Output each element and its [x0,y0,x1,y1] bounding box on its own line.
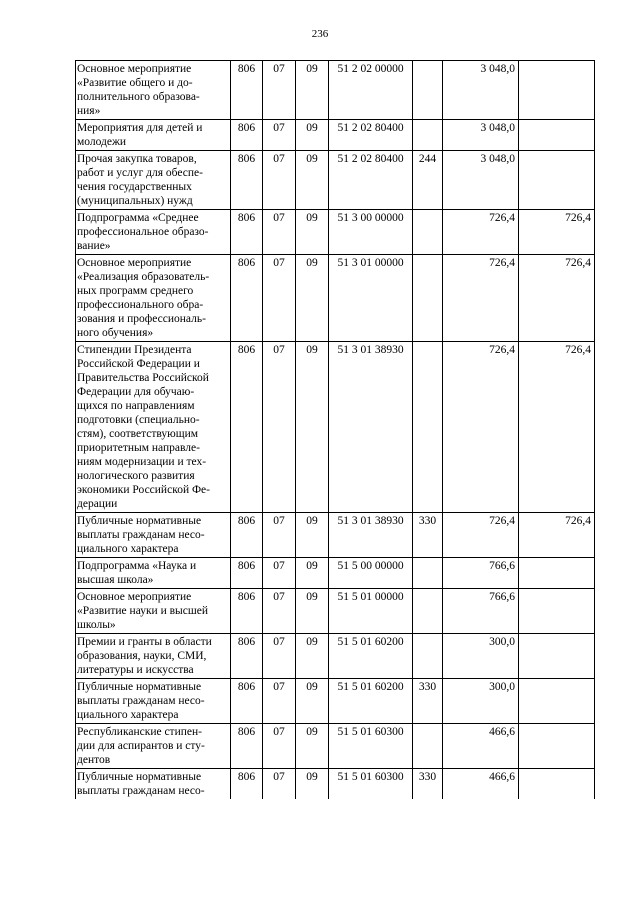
item-name-line: Публичные нормативные [77,771,202,783]
item-name-line: циального характера [77,543,179,555]
table-row [76,120,595,151]
expense-type-cell: 244 [413,151,443,210]
subsection-code-cell: 09 [296,61,329,120]
admin-code-cell: 806 [231,151,263,210]
item-name-line: литературы и искусства [77,664,194,676]
admin-code-cell: 806 [231,120,263,151]
item-name-line: нологического развития [77,470,195,482]
amount-year2-cell [519,679,595,724]
item-name-line: работ и услуг для обеспе- [77,167,203,179]
amount-year1-cell: 466,6 [443,724,519,769]
item-name-line: Мероприятия для детей и [77,122,203,134]
amount-year1-cell: 766,6 [443,589,519,634]
item-name-line: «Реализация образователь- [77,271,210,283]
item-name-line: профессионального обра- [77,299,204,311]
amount-year2-cell: 726,4 [519,255,595,342]
item-name-line: Премии и гранты в области [77,636,212,648]
admin-code-cell: 806 [231,342,263,513]
subsection-code-cell: 09 [296,342,329,513]
subsection-code-cell: 09 [296,210,329,255]
item-name-line: выплаты гражданам несо- [77,785,205,797]
item-name-line: вание» [77,240,111,252]
subsection-code-cell: 09 [296,634,329,679]
item-name-line: Публичные нормативные [77,515,202,527]
item-name-line: Подпрограмма «Среднее [77,212,199,224]
item-name-line: циального характера [77,709,179,721]
amount-year2-cell [519,634,595,679]
section-code-cell: 07 [263,513,296,558]
admin-code-cell: 806 [231,769,263,800]
item-name-cell [76,634,231,679]
section-code-cell: 07 [263,634,296,679]
table-row [76,679,595,724]
item-name-cell [76,255,231,342]
target-article-cell: 51 5 01 60300 [329,724,413,769]
amount-year1-cell: 766,6 [443,558,519,589]
section-code-cell: 07 [263,724,296,769]
target-article-cell: 51 2 02 80400 [329,151,413,210]
target-article-cell: 51 3 01 00000 [329,255,413,342]
item-name-line: выплаты гражданам несо- [77,695,205,707]
item-name-cell [76,120,231,151]
item-name-line: Федерации для обучаю- [77,386,195,398]
expense-type-cell [413,61,443,120]
amount-year2-cell: 726,4 [519,342,595,513]
item-name-line: Республиканские стипен- [77,726,202,738]
item-name-line: Стипендии Президента [77,344,192,356]
item-name-line: Российской Федерации и [77,358,200,370]
item-name-line: молодежи [77,136,127,148]
table-row [76,151,595,210]
expense-type-cell [413,342,443,513]
amount-year1-cell: 726,4 [443,342,519,513]
expense-type-cell [413,558,443,589]
target-article-cell: 51 2 02 80400 [329,120,413,151]
expense-type-cell [413,255,443,342]
target-article-cell: 51 5 01 00000 [329,589,413,634]
item-name-line: высшая школа» [77,574,154,586]
section-code-cell: 07 [263,558,296,589]
table-row [76,210,595,255]
admin-code-cell: 806 [231,679,263,724]
item-name-cell [76,151,231,210]
section-code-cell: 07 [263,342,296,513]
item-name-cell [76,210,231,255]
amount-year2-cell: 726,4 [519,210,595,255]
target-article-cell: 51 3 01 38930 [329,513,413,558]
section-code-cell: 07 [263,679,296,724]
amount-year1-cell: 726,4 [443,210,519,255]
item-name-line: образования, науки, СМИ, [77,650,207,662]
subsection-code-cell: 09 [296,558,329,589]
item-name-line: ного обучения» [77,327,154,339]
item-name-line: (муниципальных) нужд [77,195,193,207]
target-article-cell: 51 3 01 38930 [329,342,413,513]
subsection-code-cell: 09 [296,513,329,558]
section-code-cell: 07 [263,210,296,255]
item-name-line: подготовки (специально- [77,414,200,426]
target-article-cell: 51 3 00 00000 [329,210,413,255]
admin-code-cell: 806 [231,589,263,634]
item-name-line: Основное мероприятие [77,591,192,603]
amount-year2-cell [519,769,595,800]
table-row [76,769,595,800]
admin-code-cell: 806 [231,724,263,769]
item-name-line: Основное мероприятие [77,257,192,269]
item-name-line: профессиональное образо- [77,226,209,238]
item-name-line: дии для аспирантов и сту- [77,740,205,752]
item-name-line: «Развитие общего и до- [77,77,193,89]
expense-type-cell: 330 [413,769,443,800]
amount-year2-cell [519,558,595,589]
item-name-cell [76,558,231,589]
section-code-cell: 07 [263,61,296,120]
item-name-line: экономики Российской Фе- [77,484,210,496]
expense-type-cell [413,210,443,255]
item-name-line: полнительного образова- [77,91,200,103]
item-name-line: «Развитие науки и высшей [77,605,208,617]
subsection-code-cell: 09 [296,589,329,634]
item-name-line: щихся по направлениям [77,400,195,412]
amount-year1-cell: 3 048,0 [443,120,519,151]
amount-year1-cell: 466,6 [443,769,519,800]
expense-type-cell [413,724,443,769]
item-name-cell [76,589,231,634]
item-name-cell [76,61,231,120]
amount-year2-cell [519,61,595,120]
page-number: 236 [311,28,329,40]
admin-code-cell: 806 [231,634,263,679]
amount-year2-cell [519,589,595,634]
expense-type-cell: 330 [413,513,443,558]
item-name-line: ния» [77,105,101,117]
admin-code-cell: 806 [231,61,263,120]
table-row [76,342,595,513]
item-name-line: ниям модернизации и тех- [77,456,207,468]
target-article-cell: 51 2 02 00000 [329,61,413,120]
item-name-line: Подпрограмма «Наука и [77,560,197,572]
amount-year1-cell: 726,4 [443,255,519,342]
admin-code-cell: 806 [231,513,263,558]
item-name-line: чения государственных [77,181,192,193]
item-name-cell [76,679,231,724]
item-name-line: дерации [77,498,118,510]
target-article-cell: 51 5 01 60300 [329,769,413,800]
table-row [76,589,595,634]
budget-table-body [76,61,595,800]
item-name-line: Основное мероприятие [77,63,192,75]
amount-year1-cell: 3 048,0 [443,61,519,120]
budget-table [75,60,595,799]
item-name-line: ных программ среднего [77,285,194,297]
section-code-cell: 07 [263,120,296,151]
item-name-line: Публичные нормативные [77,681,202,693]
expense-type-cell [413,589,443,634]
item-name-line: стям), соответствующим [77,428,199,440]
amount-year2-cell [519,724,595,769]
admin-code-cell: 806 [231,255,263,342]
target-article-cell: 51 5 01 60200 [329,634,413,679]
item-name-line: дентов [77,754,111,766]
subsection-code-cell: 09 [296,679,329,724]
item-name-line: Правительства Российской [77,372,209,384]
subsection-code-cell: 09 [296,769,329,800]
item-name-cell [76,342,231,513]
table-row [76,255,595,342]
table-row [76,513,595,558]
table-row [76,61,595,120]
expense-type-cell: 330 [413,679,443,724]
admin-code-cell: 806 [231,558,263,589]
table-row [76,558,595,589]
section-code-cell: 07 [263,151,296,210]
amount-year1-cell: 300,0 [443,679,519,724]
subsection-code-cell: 09 [296,724,329,769]
item-name-line: зования и профессиональ- [77,313,206,325]
target-article-cell: 51 5 01 60200 [329,679,413,724]
admin-code-cell: 806 [231,210,263,255]
amount-year2-cell [519,120,595,151]
amount-year1-cell: 3 048,0 [443,151,519,210]
subsection-code-cell: 09 [296,151,329,210]
item-name-cell [76,769,231,800]
table-row [76,724,595,769]
amount-year2-cell [519,151,595,210]
section-code-cell: 07 [263,769,296,800]
item-name-cell [76,513,231,558]
amount-year2-cell: 726,4 [519,513,595,558]
item-name-line: школы» [77,619,116,631]
amount-year1-cell: 726,4 [443,513,519,558]
item-name-cell [76,724,231,769]
expense-type-cell [413,120,443,151]
table-row [76,634,595,679]
section-code-cell: 07 [263,589,296,634]
subsection-code-cell: 09 [296,255,329,342]
item-name-line: выплаты гражданам несо- [77,529,205,541]
item-name-line: приоритетным направле- [77,442,200,454]
item-name-line: Прочая закупка товаров, [77,153,197,165]
target-article-cell: 51 5 00 00000 [329,558,413,589]
subsection-code-cell: 09 [296,120,329,151]
expense-type-cell [413,634,443,679]
section-code-cell: 07 [263,255,296,342]
amount-year1-cell: 300,0 [443,634,519,679]
